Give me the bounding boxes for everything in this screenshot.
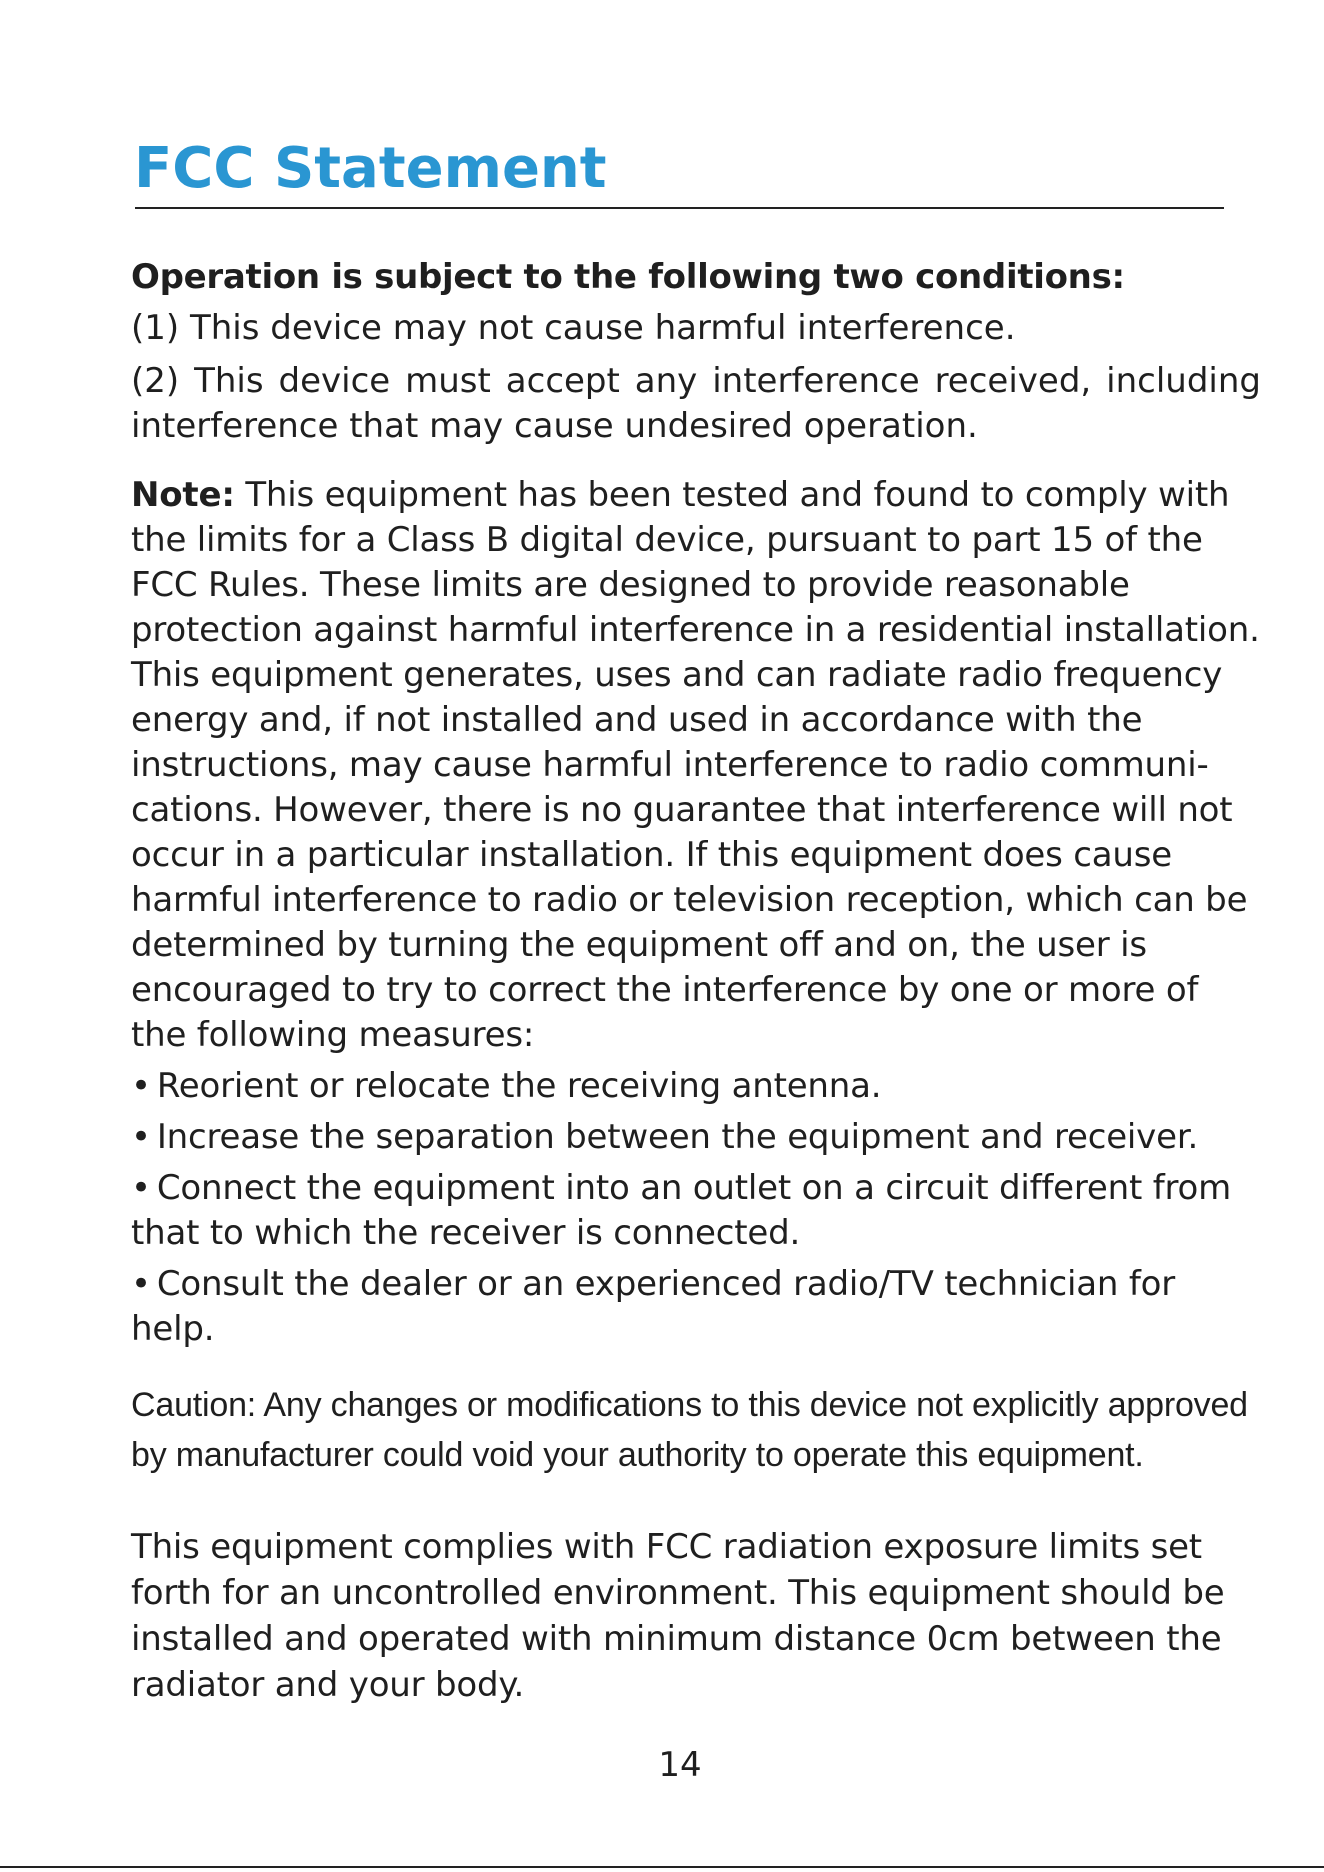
- note-text: This equipment has been tested and found to comply with the limits for a Class B digital device, pursuant to part 15 of the FCC Rules. These limits are designed to provide reasonable protection against harmful interference in a residential installation. This equipment generates, uses and can radiate radio frequency energy and, if not installed and used in accordance with the instructions, may cause harmful interference to radio communi-cations. However, there is no guarantee that interference will not occur in a particular installation. If this equipment does cause harmful interference to radio or television reception, which can be determined by turning the equipment off and on, the user is encouraged to try to correct the interference by one or more of the following measures:: [131, 475, 1260, 1055]
- bottom-edge-rule: [0, 1866, 1324, 1868]
- measure-text: Connect the equipment into an outlet on a circuit different from that to which the receiver is connected.: [131, 1168, 1232, 1253]
- measures-list: [131, 1064, 1261, 1352]
- page-number: 14: [658, 1745, 702, 1785]
- fcc-statement-body: [131, 255, 1261, 1708]
- list-item: [131, 1262, 1261, 1352]
- exposure-paragraph: This equipment complies with FCC radiation exposure limits set forth for an uncontrolled environment. This equipment should be installed and operated with minimum distance 0cm between the radiator and your body.: [131, 1527, 1225, 1705]
- measure-text: Reorient or relocate the receiving antenna.: [156, 1066, 882, 1106]
- measure-text: Increase the separation between the equipment and receiver.: [156, 1117, 1199, 1157]
- condition-one: (1) This device may not cause harmful interference.: [131, 308, 1016, 348]
- bullet-icon: •: [131, 1264, 151, 1304]
- list-item: [131, 1115, 1261, 1160]
- list-item: [131, 1166, 1261, 1256]
- caution-paragraph: Caution: Any changes or modifications to this device not explicitly approved by manufacturer could void your authority to operate this equipment.: [131, 1386, 1248, 1474]
- note-label: Note:: [131, 475, 235, 515]
- bullet-icon: •: [131, 1066, 151, 1106]
- bullet-icon: •: [131, 1117, 151, 1157]
- list-item: [131, 1064, 1261, 1109]
- page-title: FCC Statement: [134, 136, 607, 201]
- conditions-heading: Operation is subject to the following two conditions:: [131, 257, 1125, 297]
- measure-text: Consult the dealer or an experienced radio/TV technician for help.: [131, 1264, 1176, 1349]
- condition-two: (2) This device must accept any interference received, including interference that may cause undesired operation.: [131, 361, 1261, 446]
- bullet-icon: •: [131, 1168, 151, 1208]
- note-paragraph: [131, 473, 1261, 1058]
- title-divider: [135, 207, 1224, 209]
